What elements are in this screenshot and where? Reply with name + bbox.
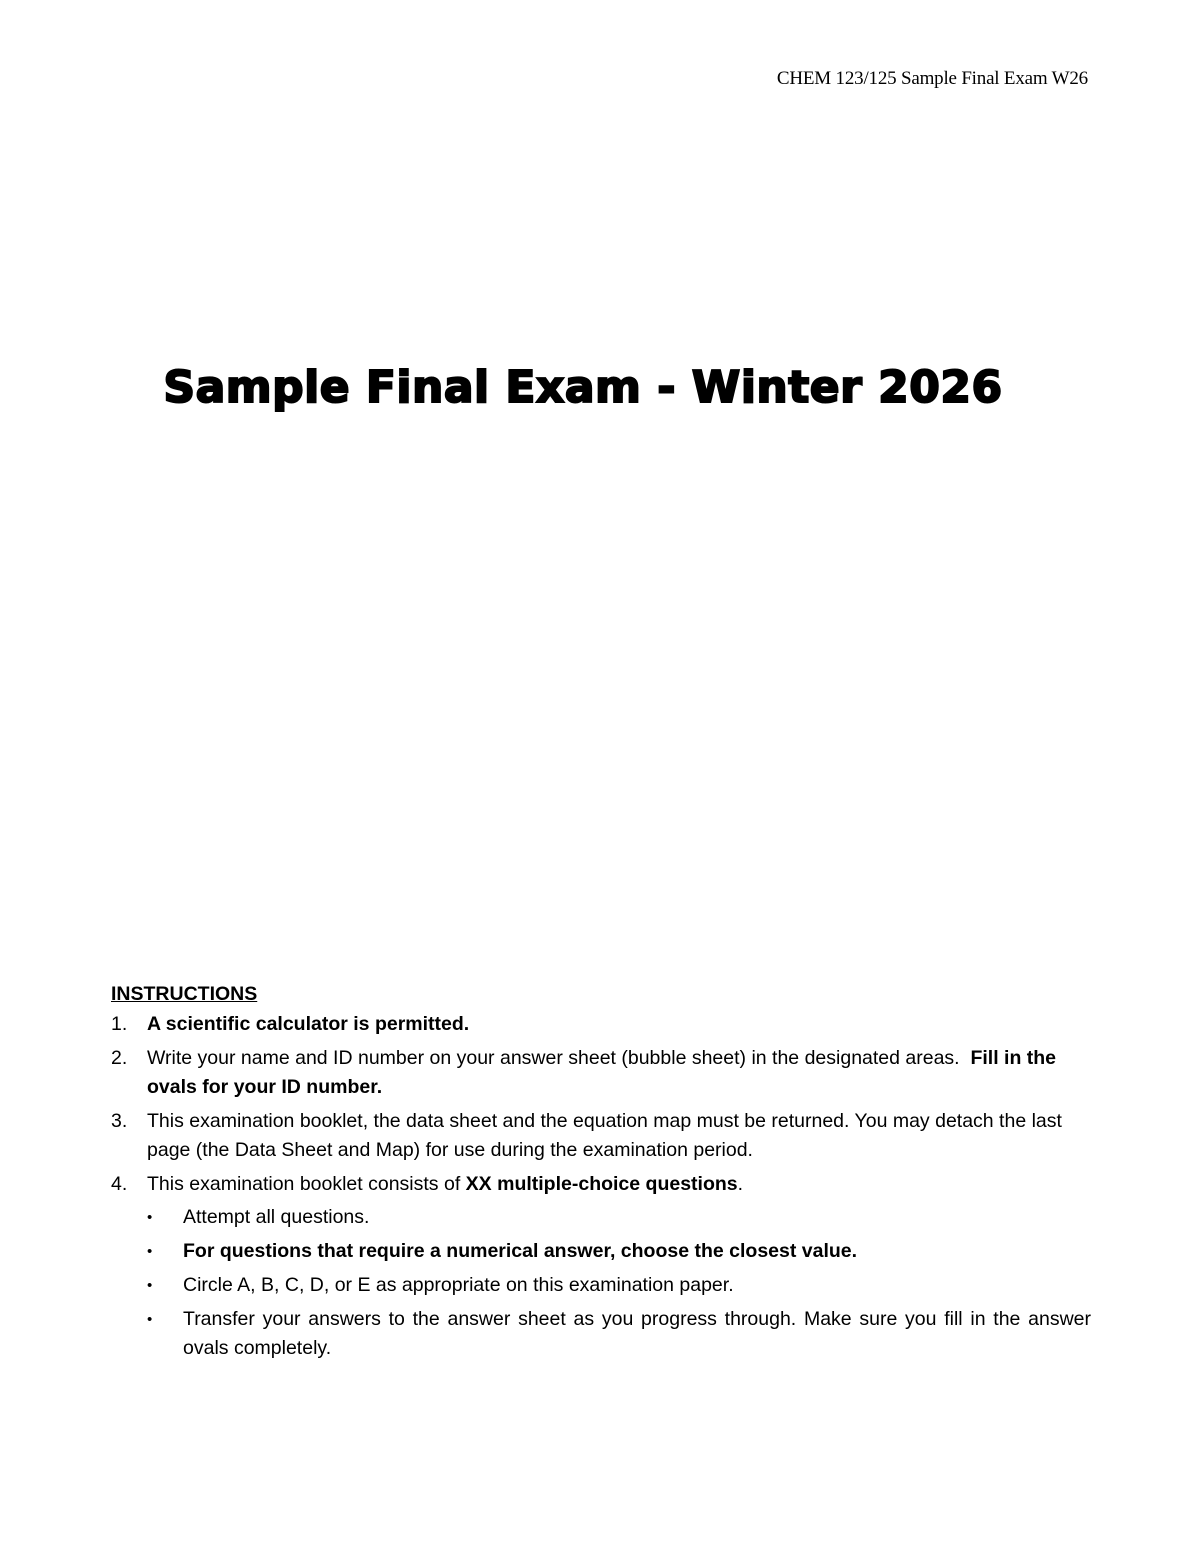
bullet-icon: • — [147, 1311, 153, 1328]
instruction-item-4 — [111, 1170, 1091, 1363]
instruction-text: A scientific calculator is permitted. — [147, 1013, 470, 1035]
instructions-section — [111, 980, 1091, 1368]
sub-instruction-item — [147, 1305, 1091, 1363]
instruction-text-end: . — [737, 1173, 744, 1195]
sub-instruction-item — [147, 1203, 1091, 1232]
instruction-text: This examination booklet, the data sheet and the equation map must be returned. You may detach the last page (the Data Sheet and Map) for use during the examination period. — [147, 1110, 1062, 1161]
instruction-item-2 — [111, 1044, 1091, 1102]
instruction-text: Write your name and ID number on your answer sheet (bubble sheet) in the designated areas. — [147, 1047, 960, 1069]
sub-instruction-text: For questions that require a numerical answer, choose the closest value. — [183, 1240, 858, 1262]
instruction-number: 4. — [111, 1173, 128, 1195]
instruction-number: 3. — [111, 1110, 128, 1132]
bullet-icon: • — [147, 1277, 153, 1294]
instruction-number: 2. — [111, 1047, 128, 1069]
sub-instruction-text: Attempt all questions. — [183, 1206, 370, 1228]
bullet-icon: • — [147, 1209, 153, 1226]
bullet-icon: • — [147, 1243, 153, 1260]
sub-instruction-item — [147, 1271, 1091, 1300]
sub-instruction-text: Transfer your answers to the answer sheet as you progress through. Make sure you fill in the answer ovals completely. — [183, 1308, 1091, 1359]
instruction-text-emphasis: XX multiple-choice questions — [465, 1173, 738, 1195]
instruction-text: This examination booklet consists of — [147, 1173, 461, 1195]
instruction-sublist — [147, 1203, 1091, 1363]
exam-title: Sample Final Exam - Winter 2026 — [163, 362, 1003, 413]
instruction-text-emphasis: Fill in the ovals for your ID number. — [147, 1047, 1057, 1098]
instructions-heading: INSTRUCTIONS — [111, 983, 258, 1005]
instruction-item-3 — [111, 1107, 1091, 1165]
instruction-item-1 — [111, 1010, 1091, 1039]
running-header: CHEM 123/125 Sample Final Exam W26 — [776, 68, 1088, 89]
instruction-number: 1. — [111, 1013, 128, 1035]
instructions-list — [111, 1010, 1091, 1363]
sub-instruction-text: Circle A, B, C, D, or E as appropriate on this examination paper. — [183, 1274, 734, 1296]
sub-instruction-item — [147, 1237, 1091, 1266]
